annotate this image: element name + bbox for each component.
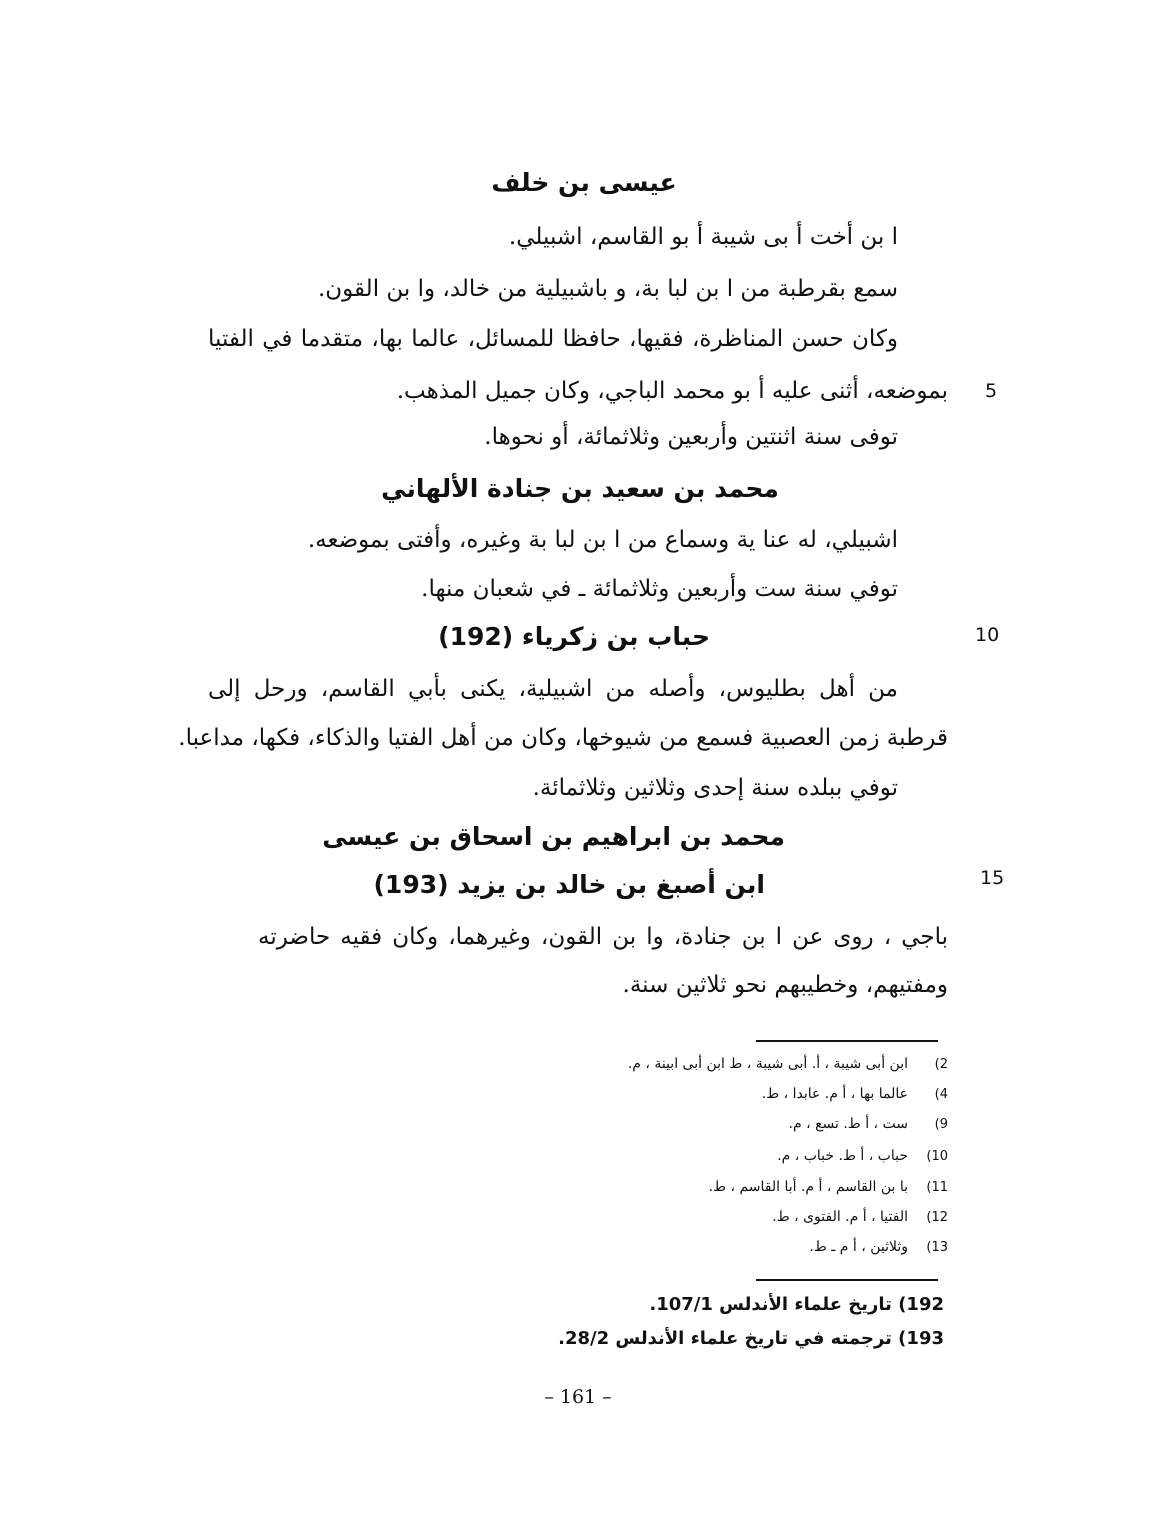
text-line: باجي ، روى عن ا بن جنادة، وا بن القون، وغيرهما، وكان فقيه حاضرته	[258, 924, 948, 950]
text-line: توفي ببلده سنة إحدى وثلاثين وثلاثمائة.	[532, 775, 898, 801]
note-text: وثلاثين ، أ م ـ ط.	[809, 1239, 908, 1255]
footnote-separator	[756, 1040, 938, 1042]
entry-heading: عيسى بن خلف	[491, 168, 677, 197]
text-line: ومفتيهم، وخطيبهم نحو ثلاثين سنة.	[622, 972, 948, 998]
note-text: حباب ، أ ط. خباب ، م.	[777, 1148, 908, 1164]
variant-note	[809, 1239, 948, 1255]
variant-note	[772, 1209, 948, 1225]
note-number: 13)	[926, 1240, 948, 1255]
note-text: با بن القاسم ، أ م. أبا القاسم ، ط.	[708, 1179, 908, 1195]
note-text: ابن أبى شيبة ، أ. أبى شيبة ، ط ابن أبى ابينة ، م.	[627, 1056, 908, 1072]
text-line: توفي سنة ست وأربعين وثلاثمائة ـ في شعبان منها.	[421, 576, 898, 602]
note-text: ست ، أ ط. تسع ، م.	[788, 1116, 908, 1132]
note-number: 9)	[934, 1117, 948, 1132]
note-number: 11)	[926, 1180, 948, 1195]
text-line: بموضعه، أثنى عليه أ بو محمد الباجي، وكان جميل المذهب.	[396, 378, 948, 404]
page-number: – 161 –	[544, 1386, 612, 1408]
line-number: 5	[985, 380, 998, 402]
note-text: عالما بها ، أ م. عابدا ، ط.	[761, 1086, 908, 1102]
source-note: 192) تاريخ علماء الأندلس 107/1.	[649, 1294, 944, 1315]
line-number: 10	[975, 624, 1000, 646]
source-note: 193) ترجمته في تاريخ علماء الأندلس 28/2.	[558, 1328, 944, 1349]
note-number: 12)	[926, 1210, 948, 1225]
note-number: 10)	[926, 1149, 948, 1164]
entry-heading: حباب بن زكرياء (192)	[438, 622, 710, 651]
variant-note	[762, 1086, 948, 1102]
entry-heading: محمد بن ابراهيم بن اسحاق بن عيسى	[322, 822, 785, 851]
text-line: وكان حسن المناظرة، فقيها، حافظا للمسائل، عالما بها، متقدما في الفتيا	[208, 326, 898, 352]
text-line: من أهل بطليوس، وأصله من اشبيلية، يكنى بأبي القاسم، ورحل إلى	[208, 676, 898, 702]
note-number: 4)	[934, 1087, 948, 1102]
variant-note	[777, 1148, 948, 1164]
text-line: توفى سنة اثنتين وأربعين وثلاثمائة، أو نحوها.	[484, 424, 898, 450]
note-text: الفتيا ، أ م. الفتوى ، ط.	[772, 1209, 908, 1225]
variant-note	[709, 1179, 948, 1195]
variant-note	[789, 1116, 948, 1132]
line-number: 15	[980, 867, 1005, 889]
text-line: سمع بقرطبة من ا بن لبا بة، و باشبيلية من خالد، وا بن القون.	[317, 276, 898, 302]
variant-note	[628, 1056, 948, 1072]
note-number: 2)	[934, 1057, 948, 1072]
text-line: ا بن أخت أ بى شيبة أ بو القاسم، اشبيلي.	[508, 224, 898, 250]
source-separator	[756, 1279, 938, 1281]
entry-heading-continuation: ابن أصبغ بن خالد بن يزيد (193)	[373, 870, 765, 899]
text-line: اشبيلي، له عنا ية وسماع من ا بن لبا بة وغيره، وأفتى بموضعه.	[307, 527, 898, 553]
text-line: قرطبة زمن العصبية فسمع من شيوخها، وكان من أهل الفتيا والذكاء، فكها، مداعبا.	[178, 725, 948, 751]
entry-heading: محمد بن سعيد بن جنادة الألهاني	[381, 474, 779, 503]
